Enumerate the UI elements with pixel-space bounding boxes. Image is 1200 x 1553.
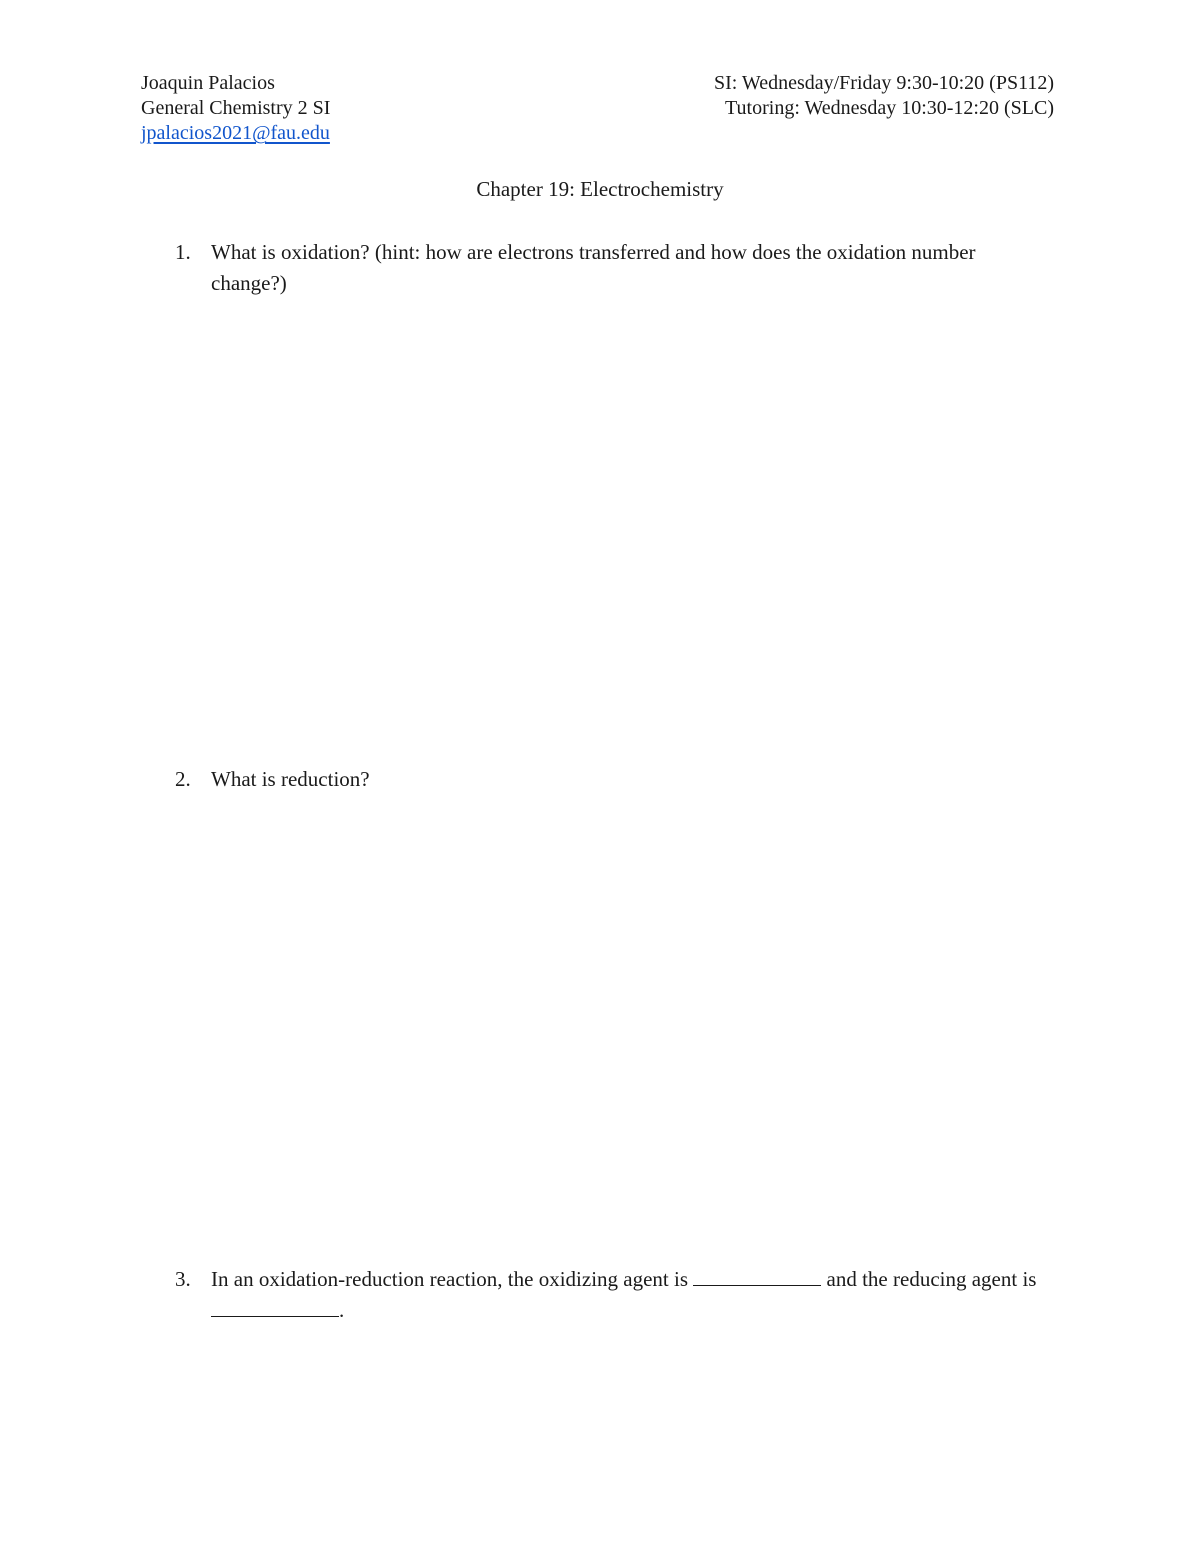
oxidizing-agent-blank[interactable]	[693, 1267, 821, 1286]
author-name: Joaquin Palacios	[141, 72, 275, 94]
page-title: Chapter 19: Electrochemistry	[476, 177, 724, 201]
question-text-part: In an oxidation-reduction reaction, the oxidizing agent is	[211, 1267, 694, 1291]
header-right	[714, 71, 1054, 121]
question-text: What is reduction?	[211, 767, 370, 791]
question-3	[175, 1264, 1055, 1326]
question-number: 3.	[175, 1267, 191, 1291]
question-text: What is oxidation? (hint: how are electrons transferred and how does the oxidation number change?)	[211, 240, 976, 295]
si-schedule: SI: Wednesday/Friday 9:30-10:20 (PS112)	[713, 72, 1054, 94]
email-link[interactable]: jpalacios2021@fau.edu	[141, 122, 330, 144]
question-number: 1.	[175, 240, 191, 264]
question-text	[211, 1264, 1055, 1326]
question-text-part: and the reducing agent is	[821, 1267, 1037, 1291]
header-left	[141, 71, 330, 146]
question-1	[175, 237, 1055, 299]
course-name: General Chemistry 2 SI	[141, 97, 331, 119]
question-2	[175, 764, 1055, 795]
reducing-agent-blank[interactable]	[211, 1298, 339, 1317]
tutoring-schedule: Tutoring: Wednesday 10:30-12:20 (SLC)	[725, 97, 1054, 119]
question-text-part: .	[339, 1298, 345, 1322]
question-number: 2.	[175, 767, 191, 791]
